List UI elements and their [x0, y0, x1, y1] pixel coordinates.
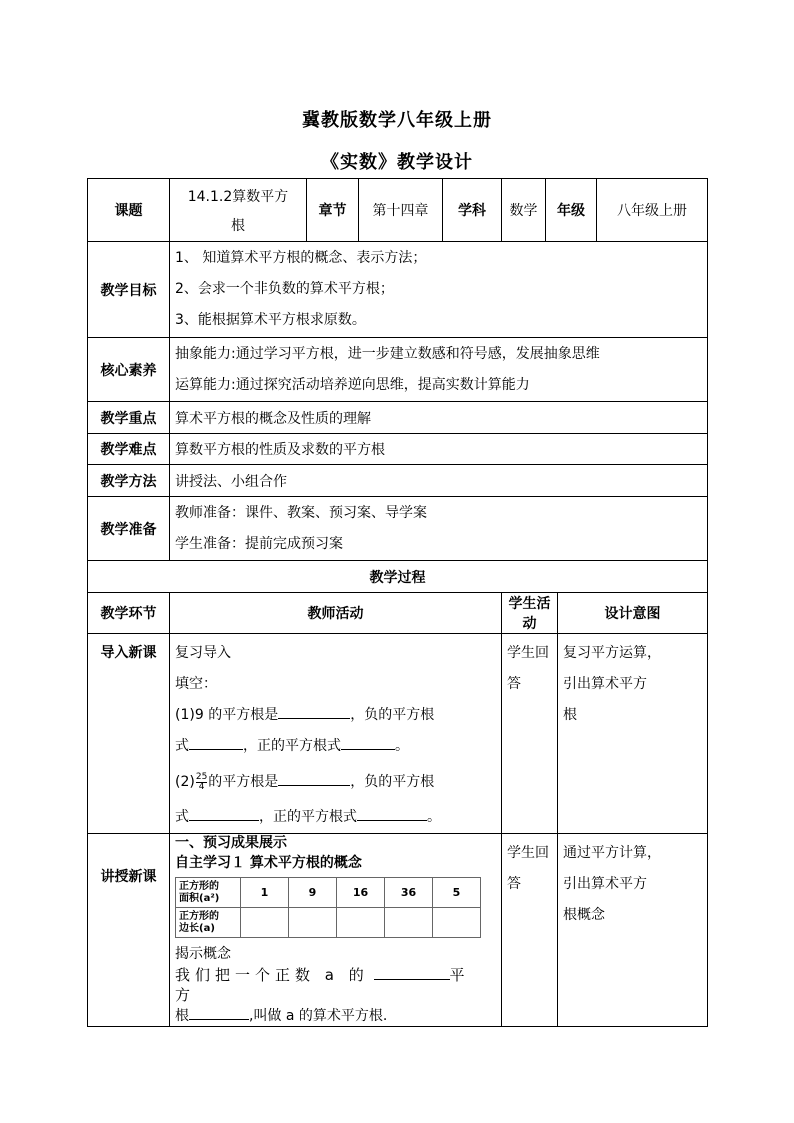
goal-item: 1、 知道算术平方根的概念、表示方法；: [175, 250, 427, 266]
literacy-row: [88, 338, 708, 402]
difficulty-value: 算数平方根的性质及求数的平方根: [170, 434, 708, 465]
area-cell: 1: [241, 878, 289, 908]
grade-value: 八年级上册: [597, 179, 708, 242]
lecture-heading-2: 自主学习１ 算术平方根的概念: [175, 855, 362, 871]
difficulty-label: 教学难点: [88, 434, 170, 465]
side-cell[interactable]: [241, 908, 289, 938]
concept-line-2: 根 ,叫做 a 的算术平方根.: [175, 1005, 496, 1026]
lesson-plan-table: [87, 178, 708, 1027]
area-label: 正方形的 面积(a²): [176, 878, 241, 908]
side-cell[interactable]: [385, 908, 433, 938]
subject-label: 学科: [443, 179, 502, 242]
side-label: 正方形的 边长(a): [176, 908, 241, 938]
question-1-line-2: 式 ，正的平方根式 。: [175, 731, 496, 762]
intent-line: 根概念: [563, 907, 605, 923]
lesson-value: [170, 179, 307, 242]
intent-line: 复习平方运算，: [563, 645, 661, 661]
area-cell: 5: [433, 878, 481, 908]
area-row: [176, 878, 481, 908]
design-intent-header: 设计意图: [558, 593, 708, 634]
intent-line: 引出算术平方: [563, 676, 647, 692]
method-value: 讲授法、小组合作: [170, 465, 708, 497]
intro-student-activity: 学生回答: [502, 634, 558, 834]
answer-blank[interactable]: [278, 771, 350, 786]
answer-blank[interactable]: [189, 735, 243, 750]
lesson-value-line-2: 根: [231, 217, 245, 234]
lecture-design-intent: [558, 834, 708, 1027]
answer-blank[interactable]: [341, 735, 395, 750]
lecture-heading-1: 一、预习成果展示: [175, 835, 287, 851]
key-point-row: [88, 402, 708, 434]
concept-line-1: 我们把一个正数 a 的 平方: [175, 966, 475, 1004]
header-row: [88, 179, 708, 242]
answer-blank[interactable]: [357, 806, 427, 821]
grade-label: 年级: [546, 179, 597, 242]
lecture-teacher-activity: [170, 834, 502, 1027]
goal-item: 3、能根据算术平方根求原数。: [175, 312, 366, 328]
reveal-concept: 揭示概念: [175, 946, 231, 962]
method-row: [88, 465, 708, 497]
chapter-value: 第十四章: [359, 179, 443, 242]
process-title: 教学过程: [88, 561, 708, 593]
stage-header: 教学环节: [88, 593, 170, 634]
goals-row: [88, 242, 708, 338]
intro-line: 复习导入: [175, 645, 231, 661]
chapter-label: 章节: [307, 179, 359, 242]
intent-line: 引出算术平方: [563, 876, 647, 892]
intent-line: 通过平方计算，: [563, 845, 661, 861]
document-title: 冀教版数学八年级上册: [302, 110, 492, 131]
area-cell: 16: [337, 878, 385, 908]
goals-label: 教学目标: [88, 242, 170, 338]
lecture-row: [88, 834, 708, 1027]
answer-blank[interactable]: [374, 965, 450, 980]
literacy-item: 抽象能力:通过学习平方根，进一步建立数感和符号感，发展抽象思维: [175, 345, 600, 362]
intro-line: 填空：: [175, 676, 217, 692]
answer-blank[interactable]: [189, 806, 259, 821]
question-2-line-2: 式 ，正的平方根式 。: [175, 802, 496, 833]
student-activity-header: 学生活动: [502, 593, 558, 634]
subject-value: 数学: [502, 179, 546, 242]
lecture-stage: 讲授新课: [88, 834, 170, 1027]
key-point-label: 教学重点: [88, 402, 170, 434]
side-row: [176, 908, 481, 938]
intro-row: [88, 634, 708, 834]
key-point-value: 算术平方根的概念及性质的理解: [170, 402, 708, 434]
intent-line: 根: [563, 707, 577, 723]
literacy-label: 核心素养: [88, 338, 170, 402]
document-subtitle: 《实数》教学设计: [321, 152, 473, 173]
fraction-25-over-4: $\frac{25}{4}$: [195, 771, 208, 792]
literacy-item: 运算能力:通过探究活动培养逆向思维，提高实数计算能力: [175, 376, 530, 393]
prep-item: 教师准备：课件、教案、预习案、导学案: [175, 504, 427, 521]
question-1-line-1: (1)9 的平方根是 ，负的平方根: [175, 700, 496, 731]
side-cell[interactable]: [289, 908, 337, 938]
prep-label: 教学准备: [88, 497, 170, 561]
difficulty-row: [88, 434, 708, 465]
method-label: 教学方法: [88, 465, 170, 497]
question-2-line-1: (2) $\frac{25}{4}$ 的平方根是 ，负的平方根: [175, 771, 435, 792]
intro-stage: 导入新课: [88, 634, 170, 834]
answer-blank[interactable]: [278, 704, 350, 719]
area-cell: 9: [289, 878, 337, 908]
intro-teacher-activity: [170, 634, 502, 834]
process-title-row: [88, 561, 708, 593]
side-cell[interactable]: [433, 908, 481, 938]
literacy-content: [170, 338, 708, 402]
intro-design-intent: [558, 634, 708, 834]
side-cell[interactable]: [337, 908, 385, 938]
prep-row: [88, 497, 708, 561]
lesson-label: 课题: [88, 179, 170, 242]
area-cell: 36: [385, 878, 433, 908]
lesson-value-line-1: 14.1.2算数平方: [187, 188, 289, 205]
process-header-row: [88, 593, 708, 634]
square-table: [175, 877, 481, 938]
prep-item: 学生准备：提前完成预习案: [175, 535, 343, 552]
goal-item: 2、会求一个非负数的算术平方根；: [175, 281, 394, 297]
prep-content: [170, 497, 708, 561]
lecture-student-activity: 学生回答: [502, 834, 558, 1027]
answer-blank[interactable]: [189, 1005, 249, 1020]
goals-content: [170, 242, 708, 338]
teacher-activity-header: 教师活动: [170, 593, 502, 634]
